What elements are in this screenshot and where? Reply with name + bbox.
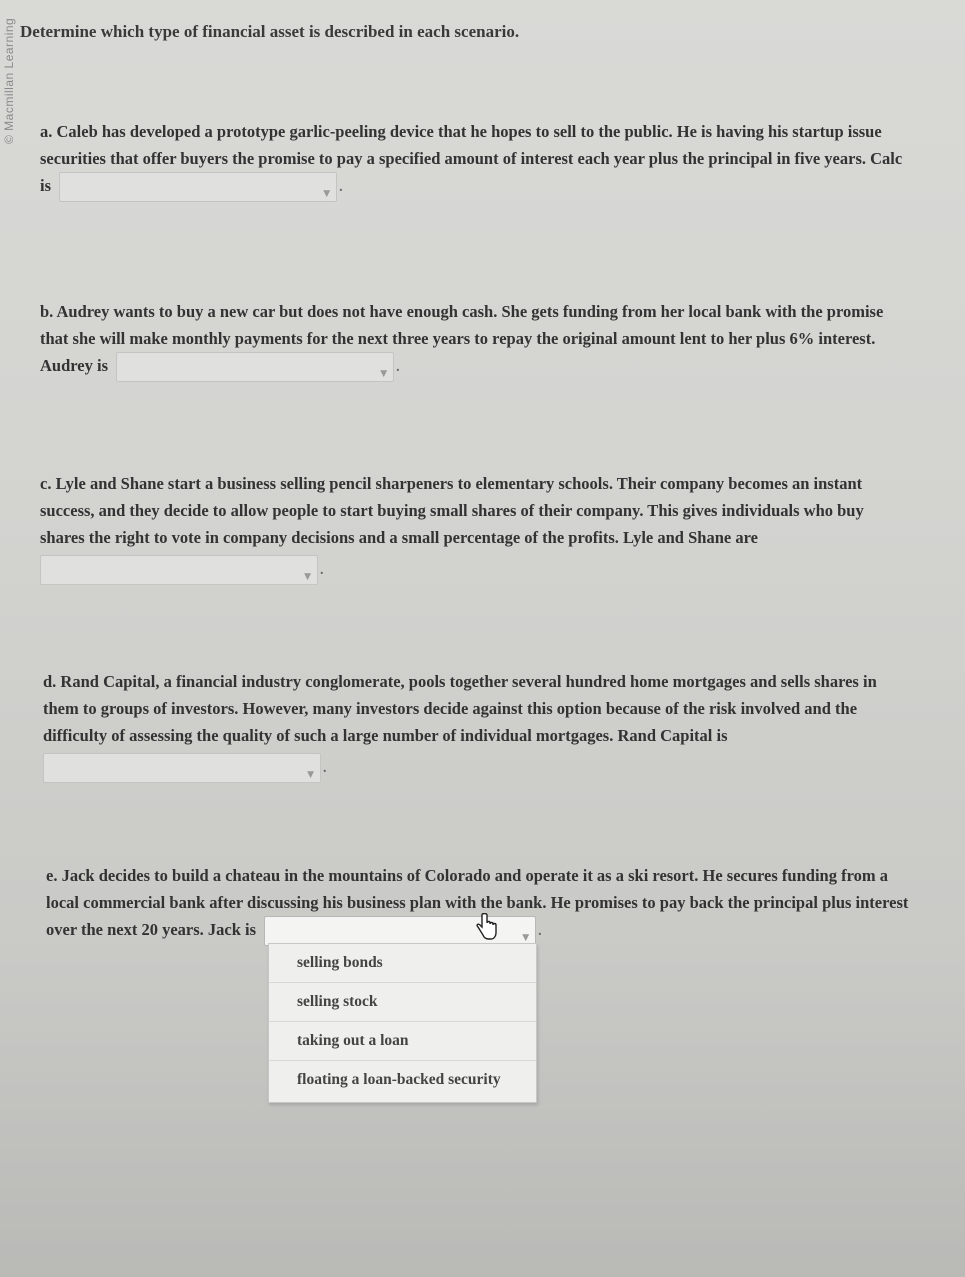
- answer-dropdown-d[interactable]: [43, 753, 321, 783]
- question-line: over the next 20 years. Jack is: [46, 920, 257, 939]
- question-line: that she will make monthly payments for the next three years to repay the original amount lent to her plus 6% interest.: [40, 329, 876, 348]
- caret-down-icon: ▼: [380, 369, 388, 380]
- option-floating-loan-backed-security[interactable]: floating a loan-backed security: [297, 1071, 501, 1088]
- question-line: b. Audrey wants to buy a new car but does not have enough cash. She gets funding from her local bank with the promise: [40, 302, 884, 321]
- question-a: [40, 118, 965, 202]
- option-selling-bonds[interactable]: selling bonds: [269, 944, 536, 983]
- option-selling-stock[interactable]: selling stock: [269, 983, 536, 1022]
- caret-down-icon: ▼: [323, 189, 331, 200]
- answer-dropdown-e[interactable]: [264, 916, 536, 946]
- question-line: is: [40, 176, 52, 195]
- question-d: [43, 668, 923, 783]
- caret-down-icon: ▼: [304, 572, 311, 583]
- period: .: [339, 180, 343, 195]
- question-line: success, and they decide to allow people to start buying small shares of their company. This gives individuals who buy: [40, 501, 864, 520]
- caret-down-icon: ▼: [522, 933, 530, 944]
- question-line: securities that offer buyers the promise to pay a specified amount of interest each year plus the principal in five years. Calc: [40, 149, 903, 168]
- watermark-text: © Macmillan Learning: [2, 17, 16, 144]
- question-line: local commercial bank after discussing his business plan with the bank. He promises to pay back the principal plus interest: [46, 893, 909, 912]
- answer-dropdown-b[interactable]: [116, 352, 394, 382]
- option-taking-out-a-loan[interactable]: taking out a loan: [269, 1022, 536, 1061]
- answer-dropdown-a[interactable]: [59, 172, 337, 202]
- question-line: e. Jack decides to build a chateau in the mountains of Colorado and operate it as a ski resort. He secures funding from a: [46, 866, 888, 885]
- period: .: [538, 924, 542, 939]
- question-line: Audrey is: [40, 356, 108, 375]
- period: .: [396, 360, 400, 375]
- hand-pointer-icon: [475, 913, 497, 941]
- answer-dropdown-c[interactable]: [40, 555, 318, 585]
- caret-down-icon: ▼: [307, 770, 314, 781]
- period: .: [320, 563, 324, 578]
- question-line: them to groups of investors. However, many investors decide against this option because of the risk involved and the: [43, 699, 858, 718]
- question-line: difficulty of assessing the quality of such a large number of individual mortgages. Rand Capital is: [43, 726, 728, 745]
- question-b: [40, 298, 945, 382]
- question-line: a. Caleb has developed a prototype garlic-peeling device that he hopes to sell to the public. He is having his startup issue: [40, 122, 882, 141]
- question-c: [40, 470, 930, 585]
- question-line: shares the right to vote in company decisions and a small percentage of the profits. Lyle and Shane are: [40, 528, 758, 547]
- question-line: c. Lyle and Shane start a business selling pencil sharpeners to elementary schools. Their company becomes an instant: [40, 474, 863, 493]
- instruction-text: Determine which type of financial asset is described in each scenario.: [20, 22, 520, 41]
- question-e: [46, 862, 951, 946]
- dropdown-menu: [268, 943, 537, 1103]
- period: .: [323, 761, 327, 776]
- question-line: d. Rand Capital, a financial industry conglomerate, pools together several hundred home mortgages and sells shares in: [43, 672, 877, 691]
